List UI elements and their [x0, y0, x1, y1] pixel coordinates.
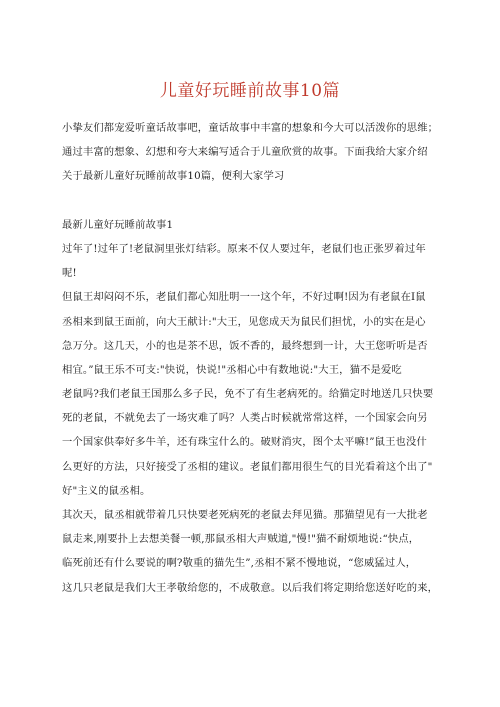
- paragraph-line: 其次天，鼠丞相就带着几只快要老死病死的老鼠去拜见猫。那猫望见有一大批老: [62, 509, 428, 521]
- paragraph-line: 死的老鼠，不就免去了一场灾难了吗？人类占时候就常常这样，一个国家会向另: [62, 412, 428, 425]
- paragraph-line: 老鼠吗?我们老鼠王国那么多子民，免不了有生老病死的。给猫定时地送几只快要: [62, 388, 434, 401]
- paragraph-line: 这几只老鼠是我们大王孝敬给您的，不成敬意。以后我们将定期给您送好吃的来，: [62, 581, 439, 594]
- section-heading: 最新儿童好玩睡前故事1: [62, 218, 174, 231]
- intro-line: 小挚友们都宠爱听童话故事吧，童话故事中丰富的想象和今大可以活泼你的思维；: [62, 122, 439, 134]
- paragraph-line: 相宜。”鼠王乐不可支:"快说，快说!"丞相心中有数地说:"大王，猫不是爱吃: [62, 363, 402, 376]
- document-title: 儿童好玩睡前故事10篇: [159, 81, 341, 101]
- paragraph-line: 鼠走来,刚要扑上去想美餐一顿,那鼠丞相大声贼道,"慢!"猫不耐烦地说:“快点，: [62, 533, 420, 546]
- paragraph-line: 一个国家供奉好多牛羊，还有珠宝什么的。破财消灾，图个太平嘛!”鼠王也没什: [62, 436, 427, 449]
- paragraph-line: 丞相来到鼠王面前，向大王献计:"大王，见您成天为鼠民们担忧，小的实在是心: [62, 315, 426, 328]
- intro-line: 关于最新儿童好玩睡前故事10篇，便利大家学习: [62, 170, 285, 183]
- paragraph-line: 临死前还有什么要说的啊?敬重的猫先生”,丞相不紧不慢地说，“您威猛过人，: [62, 557, 417, 570]
- document-body: [62, 116, 439, 600]
- paragraph-line: 过年了!过年了!老鼠洞里张灯结彩。原来不仅人要过年，老鼠们也正张罗着过年: [62, 242, 426, 255]
- paragraph-line: 好"主义的鼠丞相。: [62, 484, 151, 497]
- paragraph-line: 急万分。这几天，小的也是茶不思，饭不香的，最终想到一计，大王您听听是否: [62, 339, 428, 352]
- paragraph-line: 但鼠王却闷闷不乐，老鼠们都心知肚明一一这个年，不好过啊!因为有老鼠在I鼠: [62, 291, 426, 304]
- paragraph-line: 么更好的方法，只好接受了丞相的建议。老鼠们都用很生气的目光看着这个出了": [62, 460, 433, 473]
- intro-line: 通过丰富的想象、幻想和夸大来编写适合于儿童欣赏的故事。下面我给大家介绍: [62, 146, 428, 159]
- paragraph-line: 呢!: [62, 267, 77, 280]
